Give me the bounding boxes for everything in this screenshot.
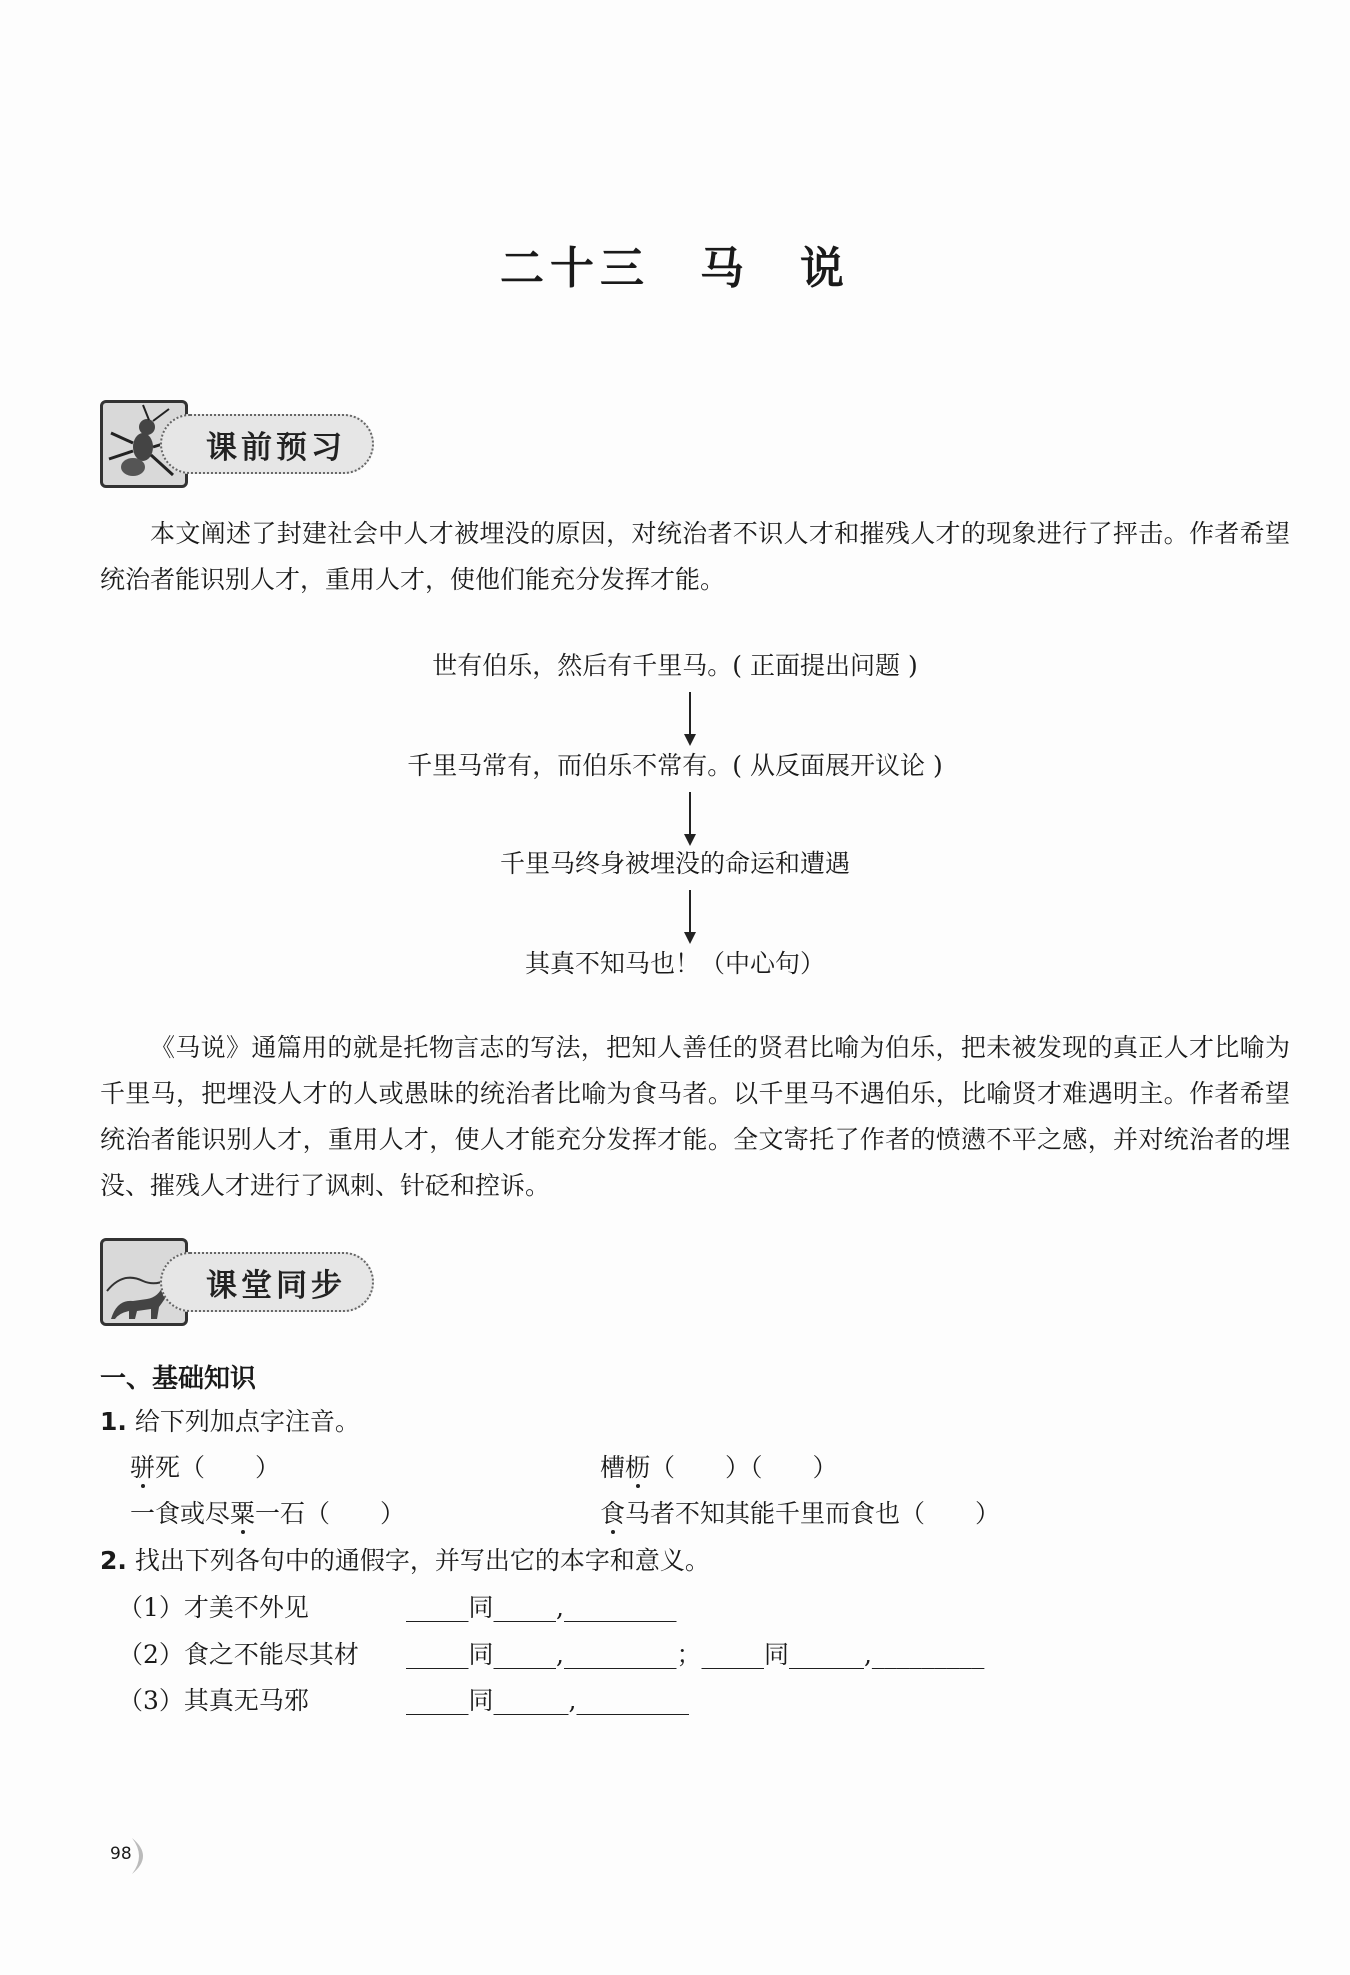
section-heading: 一、基础知识 (100, 1364, 257, 1394)
dotted-char: 食 (600, 1499, 626, 1528)
intro-paragraph: 本文阐述了封建社会中人才被埋没的原因，对统治者不识人才和摧残人才的现象进行了抨击。作者希望统治者能识别人才，重用人才，使他们能充分发挥才能。 (100, 519, 1290, 594)
tongjia-label-2: （2）食之不能尽其材 (118, 1640, 359, 1669)
arrow-down-icon (680, 690, 700, 748)
tongjia-label-1: （1）才美不外见 (118, 1593, 309, 1622)
question-number: 2. (100, 1546, 127, 1575)
lesson-title: 二十三 马 说 (500, 243, 850, 294)
flow-step-1: 世有伯乐，然后有千里马。( 正面提出问题 ) (432, 651, 918, 680)
flow-step-2: 千里马常有，而伯乐不常有。( 从反面展开议论 ) (407, 751, 943, 780)
preview-label: 课前预习 (160, 414, 374, 474)
page-number: 98 (110, 1844, 132, 1864)
pinyin-item-2: 槽枥（ ）（ ） (600, 1453, 838, 1482)
pinyin-item-1: 骈死（ ） (130, 1453, 281, 1482)
question-1 (100, 1404, 360, 1440)
pinyin-item-3: 一食或尽粟一石（ ） (130, 1499, 406, 1528)
page-number-badge (98, 1836, 152, 1876)
question-2 (100, 1543, 710, 1579)
tongjia-blanks-2[interactable]: _____同_____,_________；_____同______,_________ (406, 1640, 985, 1669)
question-text: 给下列加点字注音。 (134, 1407, 360, 1436)
classroom-label: 课堂同步 (160, 1252, 374, 1312)
classroom-banner (100, 1238, 390, 1338)
analysis-paragraph: 《马说》通篇用的就是托物言志的写法，把知人善任的贤君比喻为伯乐，把未被发现的真正人才比喻为千里马，把埋没人才的人或愚昧的统治者比喻为食马者。以千里马不遇伯乐，比喻贤才难遇明主。作者希望统治者能识别人才，重用人才，使人才能充分发挥才能。全文寄托了作者的愤懑不平之感，并对统治者的埋没、摧残人才进行了讽刺、针砭和控诉。 (100, 1033, 1290, 1200)
flow-step-4: 其真不知马也！（中心句） (524, 949, 825, 978)
question-number: 1. (100, 1407, 127, 1436)
arrow-down-icon (680, 888, 700, 946)
flow-step-3: 千里马终身被埋没的命运和遭遇 (499, 849, 850, 878)
pinyin-item-4: 食马者不知其能千里而食也（ ） (600, 1499, 1001, 1528)
dotted-char: 枥 (625, 1453, 651, 1482)
tongjia-blanks-3[interactable]: _____同______,_________ (406, 1686, 689, 1715)
dotted-char: 粟 (230, 1499, 256, 1528)
dotted-char: 骈 (130, 1453, 156, 1482)
preview-banner (100, 400, 380, 500)
tongjia-blanks-1[interactable]: _____同_____,_________ (406, 1593, 677, 1622)
tongjia-label-3: （3）其真无马邪 (118, 1686, 309, 1715)
arrow-down-icon (680, 790, 700, 848)
question-text: 找出下列各句中的通假字，并写出它的本字和意义。 (134, 1546, 710, 1575)
